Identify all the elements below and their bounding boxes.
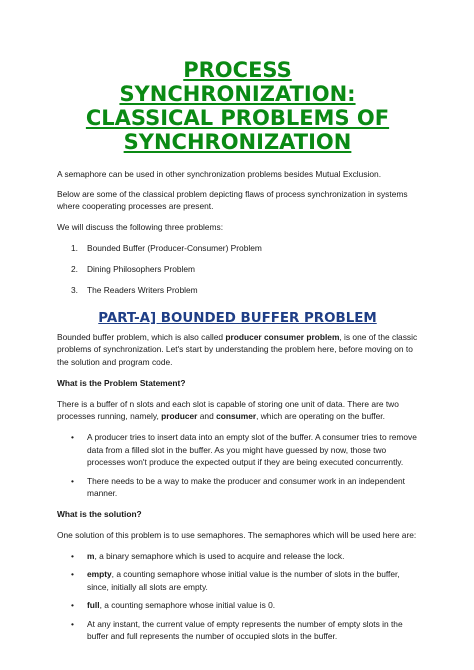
bullet-list [57,431,418,500]
list-item: 2. Dining Philosophers Problem [71,264,195,274]
bullet-icon: • [71,569,74,579]
intro-paragraph: We will discuss the following three problems: [57,222,224,232]
title-line: SYNCHRONIZATION [123,130,352,154]
problem-list [57,242,418,297]
intro-paragraph: Below are some of the classical problem depicting flaws of process synchronization in systems where cooperating processes are present. [57,188,408,211]
title-line: SYNCHRONIZATION: [119,82,356,106]
body-paragraph: There is a buffer of n slots and each slot is capable of storing one unit of data. There are two processes running, namely, producer and consumer, which are operating on the buffer. [57,398,399,421]
bullet-icon: • [71,600,74,610]
page-title [57,58,418,154]
section-heading: PART-A] BOUNDED BUFFER PROBLEM [98,310,377,326]
list-item: 1. Bounded Buffer (Producer-Consumer) Problem [71,243,262,253]
list-item: • At any instant, the current value of empty represents the number of empty slots in the buffer and full represents the number of occupied slots in the buffer. [71,618,403,641]
bullet-icon: • [71,432,74,442]
list-item: • m, a binary semaphore which is used to acquire and release the lock. [71,550,345,561]
question-heading: What is the Problem Statement? [57,377,186,388]
bullet-icon: • [71,475,74,486]
list-item: • There needs to be a way to make the producer and consumer work in an independent manner. [71,475,405,498]
question-heading: What is the solution? [57,508,142,519]
bullet-list [57,550,418,643]
list-item: 3. The Readers Writers Problem [71,285,198,295]
list-item: • empty, a counting semaphore whose initial value is the number of slots in the buffer, since, initially all slots are empty. [71,569,400,592]
intro-paragraph: A semaphore can be used in other synchronization problems besides Mutual Exclusion. [57,169,382,179]
body-paragraph: Bounded buffer problem, which is also called producer consumer problem, is one of the classic problems of synchronization. Let's start by understanding the problem here, before moving on to the solution and program code. [57,331,418,367]
bullet-icon: • [71,618,74,629]
list-item: • full, a counting semaphore whose initial value is 0. [71,600,276,610]
bullet-icon: • [71,550,74,561]
title-line: CLASSICAL PROBLEMS OF [85,106,390,130]
body-paragraph: One solution of this problem is to use semaphores. The semaphores which will be used here are: [57,529,417,540]
title-line: PROCESS [183,58,292,82]
list-item: • A producer tries to insert data into an empty slot of the buffer. A consumer tries to remove data from a filled slot in the buffer. As you might have guessed by now, those two processes won't produce the expected output if they are being executed concurrently. [71,432,417,467]
